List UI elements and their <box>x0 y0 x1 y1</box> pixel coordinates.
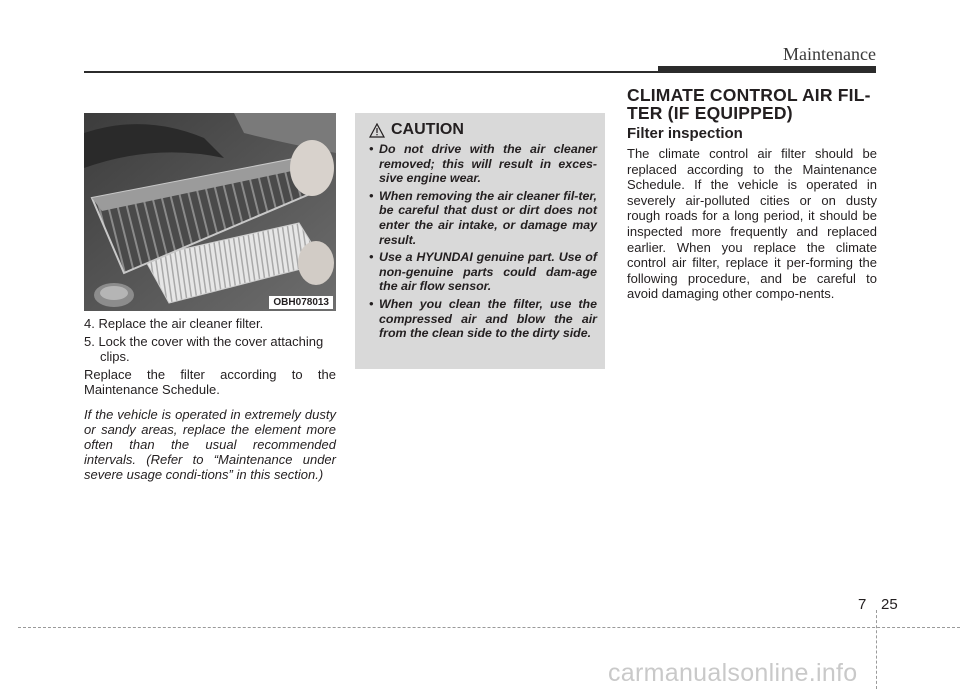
caution-header <box>369 121 597 139</box>
air-cleaner-illustration <box>84 113 336 311</box>
chapter-number: 7 <box>858 596 867 613</box>
replace-filter-paragraph: Replace the filter according to the Maintenance Schedule. <box>84 367 336 397</box>
page-number: 25 <box>881 596 898 613</box>
caution-title: CAUTION <box>391 121 464 138</box>
watermark: carmanualsonline.info <box>608 659 858 687</box>
caution-item <box>365 142 597 186</box>
figure-code: OBH078013 <box>269 296 333 309</box>
caution-list <box>365 142 597 341</box>
bullet-icon: • <box>369 250 374 265</box>
caution-item-text: Do not drive with the air cleaner removed; this will result in exces-sive engine wear. <box>379 142 597 186</box>
footer-dashed-rule <box>18 627 960 628</box>
footer-page-divider <box>876 610 877 689</box>
caution-item-text: When you clean the filter, use the compressed air and blow the air from the clean side to the dirty side. <box>379 296 597 341</box>
caution-item-text: When removing the air cleaner fil-ter, be careful that dust or dirt does not enter the air intake, or damage may result. <box>379 188 597 247</box>
bullet-icon: • <box>369 142 374 156</box>
step-5: 5. Lock the cover with the cover attaching clips. <box>84 334 324 364</box>
warning-triangle-icon <box>369 123 385 138</box>
caution-box <box>355 113 605 369</box>
severe-conditions-note: If the vehicle is operated in extremely dusty or sandy areas, replace the element more often than the usual recommended intervals. (Refer to “Maintenance under severe usage condi-tions” in this section.) <box>84 407 336 482</box>
caution-item <box>365 189 597 247</box>
caution-item <box>365 250 597 294</box>
running-header-title: Maintenance <box>783 44 876 64</box>
step-4: 4. Replace the air cleaner filter. <box>84 316 264 331</box>
section-title <box>627 86 877 122</box>
filter-inspection-heading: Filter inspection <box>627 125 743 142</box>
left-column <box>84 316 336 482</box>
section-title-line-2: TER (IF EQUIPPED) <box>627 103 793 123</box>
bullet-icon: • <box>369 188 374 203</box>
caution-item-text: Use a HYUNDAI genuine part. Use of non-genuine parts could dam-age the air flow sensor. <box>379 250 597 294</box>
air-cleaner-photo <box>84 113 336 311</box>
section-title-line-1: CLIMATE CONTROL AIR FIL- <box>627 85 871 105</box>
header-accent-bar <box>658 66 876 72</box>
caution-item <box>365 297 597 341</box>
bullet-icon: • <box>369 296 374 311</box>
filter-inspection-body: The climate control air filter should be replaced according to the Maintenance Schedule. If the vehicle is operated in severely air-polluted cities or on dusty rough roads for a long period, it should be inspected more frequently and replaced earlier. When you replace the climate control air filter, replace it per-forming the following procedure, and be careful to avoid damaging other compo-nents. <box>627 146 877 302</box>
